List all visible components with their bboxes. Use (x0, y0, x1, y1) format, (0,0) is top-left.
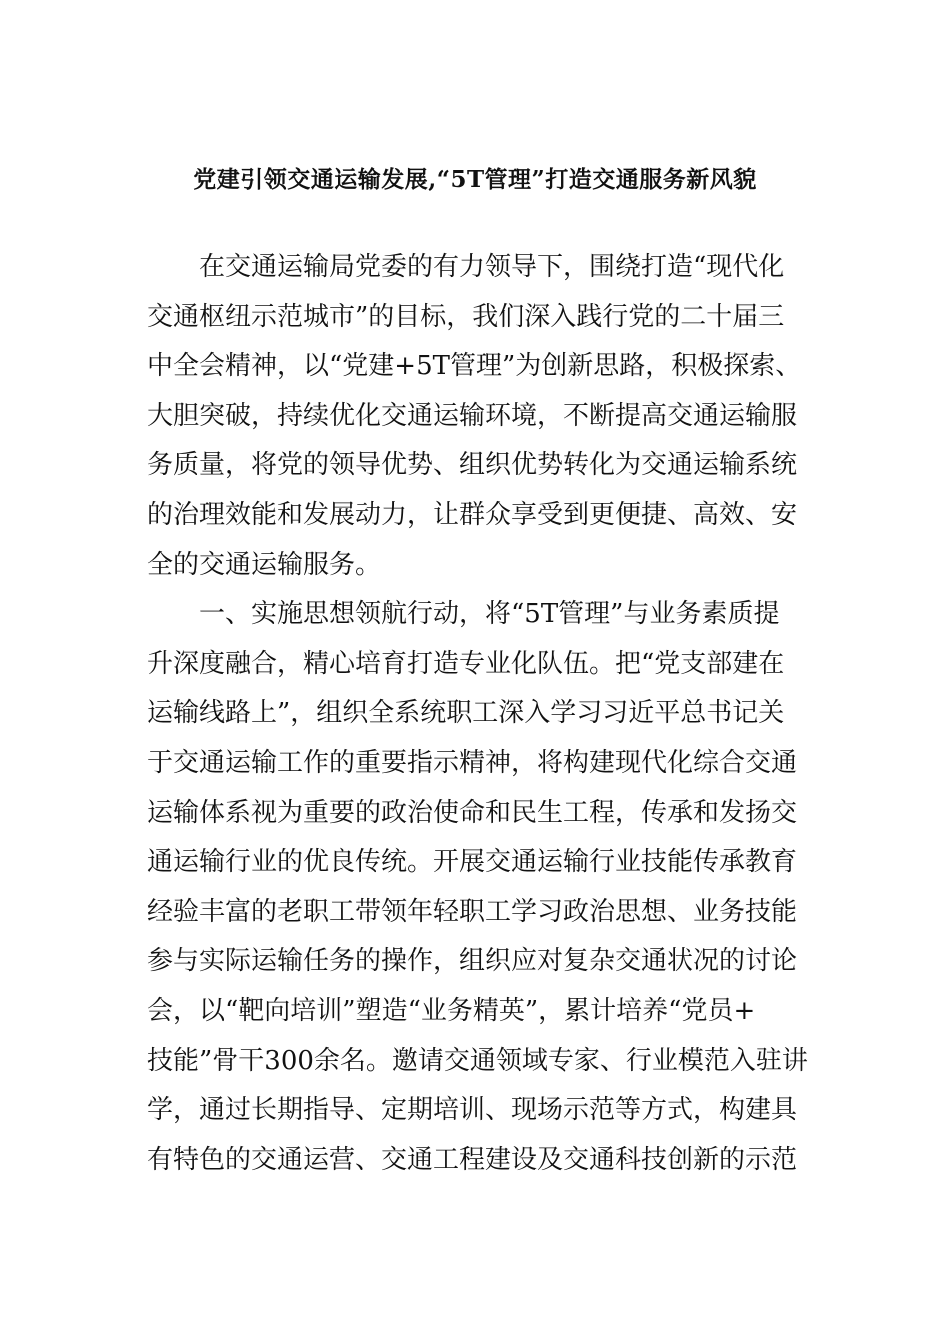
paragraph-1-line-2: 交通枢纽示范城市”的目标，我们深入践行党的二十届三 (147, 301, 785, 332)
paragraph-1-line-3: 中全会精神，以“党建+5T管理”为创新思路，积极探索、 (147, 351, 802, 382)
paragraph-2-line-11: 学，通过长期指导、定期培训、现场示范等方式，构建具 (147, 1095, 798, 1126)
paragraph-2-line-2: 升深度融合，精心培育打造专业化队伍。把“党支部建在 (147, 648, 785, 679)
paragraph-2-line-6: 通运输行业的优良传统。开展交通运输行业技能传承教育 (147, 847, 798, 878)
paragraph-2-line-7: 经验丰富的老职工带领年轻职工学习政治思想、业务技能 (147, 896, 798, 927)
paragraph-1-line-6: 的治理效能和发展动力，让群众享受到更便捷、高效、安 (147, 499, 798, 530)
paragraph-1-line-4: 大胆突破，持续优化交通运输环境，不断提高交通运输服 (147, 400, 798, 431)
paragraph-2-line-12: 有特色的交通运营、交通工程建设及交通科技创新的示范 (147, 1144, 798, 1175)
paragraph-1-line-5: 务质量，将党的领导优势、组织优势转化为交通运输系统 (147, 450, 798, 481)
document-title: 党建引领交通运输发展,“5T管理”打造交通服务新风貌 (193, 166, 757, 193)
paragraph-2-line-4: 于交通运输工作的重要指示精神，将构建现代化综合交通 (147, 747, 798, 778)
paragraph-1-line-7: 全的交通运输服务。 (147, 549, 382, 580)
paragraph-2-line-1: 一、实施思想领航行动，将“5T管理”与业务素质提 (199, 599, 780, 630)
paragraph-2-line-9: 会，以“靶向培训”塑造“业务精英”，累计培养“党员+ (147, 995, 756, 1026)
paragraph-2-line-3: 运输线路上”，组织全系统职工深入学习习近平总书记关 (147, 698, 785, 729)
paragraph-2-line-10: 技能”骨干300余名。邀请交通领域专家、行业模范入驻讲 (147, 1045, 808, 1076)
paragraph-2-line-8: 参与实际运输任务的操作，组织应对复杂交通状况的讨论 (147, 946, 798, 977)
paragraph-1-line-1: 在交通运输局党委的有力领导下，围绕打造“现代化 (199, 252, 785, 282)
document-body (147, 243, 807, 1185)
paragraph-2-line-5: 运输体系视为重要的政治使命和民生工程，传承和发扬交 (147, 797, 798, 828)
